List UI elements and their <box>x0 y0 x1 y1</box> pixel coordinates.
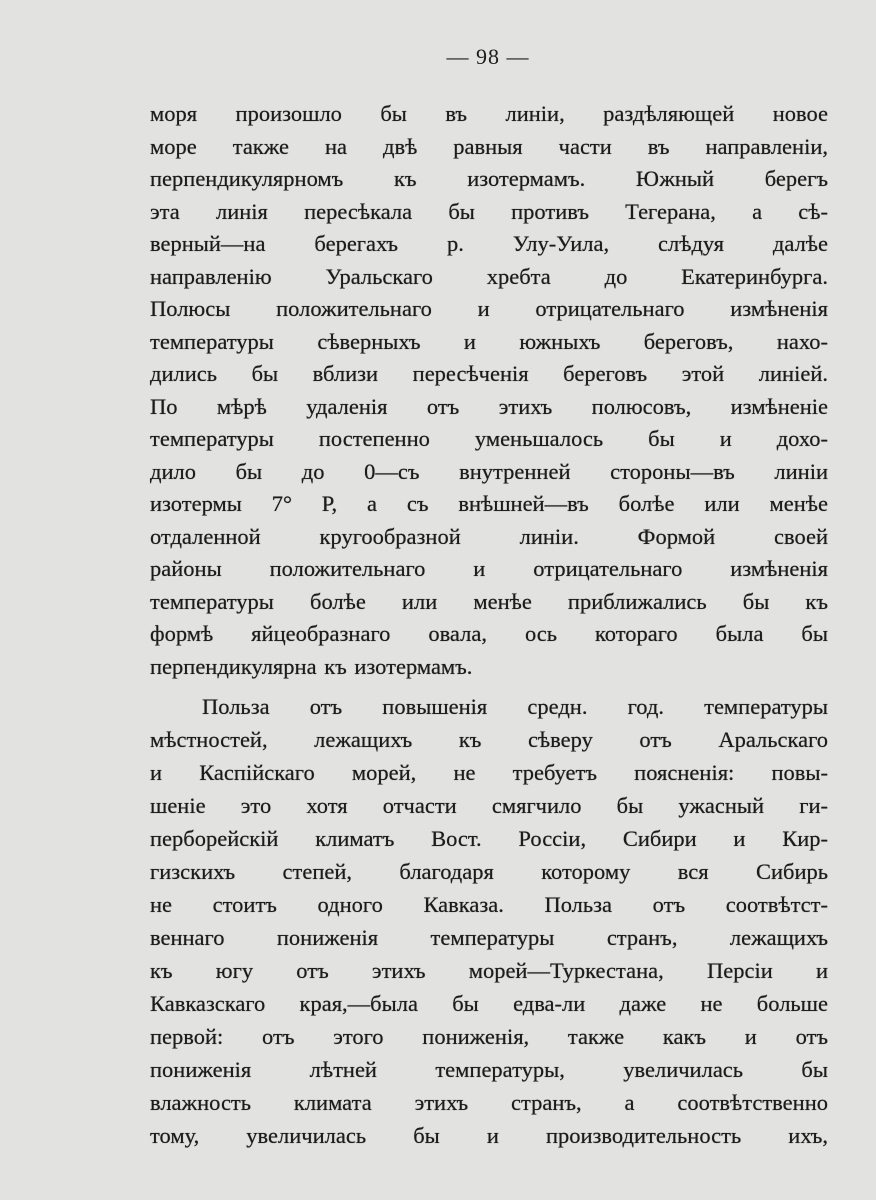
text-line: къ югу отъ этихъ морей—Туркестана, Персіи и <box>150 958 828 983</box>
text-line: эта линія пересѣкала бы противъ Тегерана, а сѣ- <box>150 198 828 224</box>
text-line: Кавказскаго края,—была бы едва-ли даже не больше <box>150 991 828 1016</box>
text-line: и Каспійскаго морей, не требуетъ поясненія: повы- <box>150 760 828 785</box>
text-line: температуры болѣе или менѣе приближались бы къ <box>150 588 828 614</box>
text-line: влажность климата этихъ странъ, а соотвѣтственно <box>150 1090 828 1115</box>
text-line: не стоитъ одного Кавказа. Польза отъ соотвѣтст- <box>150 892 828 917</box>
text-line: шеніе это хотя отчасти смягчило бы ужасный ги- <box>150 793 828 818</box>
text-line: веннаго пониженія температуры странъ, лежащихъ <box>150 925 828 950</box>
text-line: отдаленной кругообразной линіи. Формой своей <box>150 523 828 549</box>
text-line: изотермы 7° Р, а съ внѣшней—въ болѣе или менѣе <box>150 491 828 516</box>
text-line: дило бы до 0—съ внутренней стороны—въ линіи <box>150 458 828 484</box>
text-line: температуры постепенно уменьшалось бы и дохо- <box>150 426 828 451</box>
text-line: По мѣрѣ удаленія отъ этихъ полюсовъ, измѣненіе <box>150 393 828 419</box>
text-line: море также на двѣ равныя части въ направленіи, <box>150 133 828 159</box>
text-line: температуры сѣверныхъ и южныхъ береговъ, нахо- <box>150 328 828 354</box>
paragraph-1 <box>150 98 828 683</box>
text-line: перборейскій климатъ Вост. Россіи, Сибири и Кир- <box>150 826 828 851</box>
text-line: верный—на берегахъ р. Улу-Уила, слѣдуя далѣе <box>150 231 828 256</box>
text-line: Полюсы положительнаго и отрицательнаго измѣненія <box>150 296 828 321</box>
text-line: пониженія лѣтней температуры, увеличилась бы <box>150 1057 828 1082</box>
text-line: перпендикулярна къ изотермамъ. <box>150 653 473 679</box>
text-line: гизскихъ степей, благодаря которому вся Сибирь <box>150 859 828 884</box>
page-number: — 98 — <box>446 44 530 69</box>
text-line: моря произошло бы въ линіи, раздѣляющей новое <box>150 101 828 126</box>
text-line: мѣстностей, лежащихъ къ сѣверу отъ Аральскаго <box>150 727 828 752</box>
text-line: первой: отъ этого пониженія, также какъ и отъ <box>150 1024 828 1049</box>
text-line: районы положительнаго и отрицательнаго измѣненія <box>150 556 828 581</box>
text-line: тому, увеличилась бы и производительность ихъ, <box>150 1123 828 1148</box>
paragraph-2 <box>150 690 828 1152</box>
text-line: дились бы вблизи пересѣченія береговъ этой линіей. <box>150 361 828 386</box>
text-line: направленію Уральскаго хребта до Екатеринбурга. <box>150 263 828 289</box>
text-line: перпендикулярномъ къ изотермамъ. Южный берегъ <box>150 166 828 191</box>
text-line: формѣ яйцеобразнаго овала, ось котораго была бы <box>150 621 828 646</box>
text-line: Польза отъ повышенія средн. год. температуры <box>202 694 828 719</box>
